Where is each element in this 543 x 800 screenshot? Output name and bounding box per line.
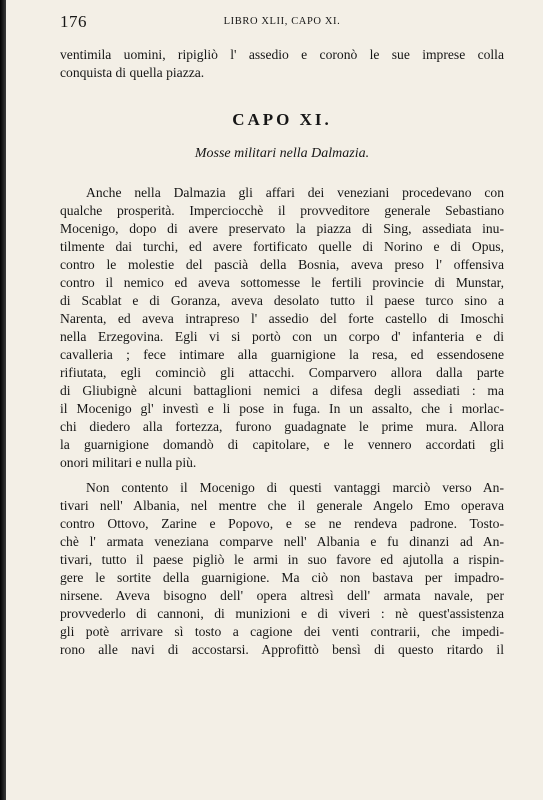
intro-line: conquista di quella piazza. [60,65,205,80]
paragraph-line: Anche nella Dalmazia gli affari dei veneziani procedevano con [86,185,504,200]
chapter-title: CAPO XI. [232,110,332,129]
paragraph-line: di Scablat e di Goranza, aveva desolato tutto il paese turco sino a [60,293,504,308]
paragraph-line: il Mocenigo gl' investì e li pose in fuga. In un assalto, che i morlac- [60,401,504,416]
paragraph-line: di Gliubignè alcuni battaglioni nemici a difesa degli assediati : ma [60,383,504,398]
paragraph-line: contro Ottovo, Zarine e Popovo, e se ne rendeva padrone. Tosto- [60,516,504,531]
paragraph-line: Mocenigo, dopo di avere preservato la piazza di Sing, assediata inu- [60,221,504,236]
intro-line: ventimila uomini, ripigliò l' assedio e coronò le sue imprese colla [60,47,504,62]
paragraph-line: nirsene. Aveva bisogno dell' opera altresì dell' armata navale, per [60,588,504,603]
paragraph-line: Narenta, ed aveva intrapreso l' assedio del forte castello di Imoschi [60,311,504,326]
paragraph-line: onori militari e nulla più. [60,455,197,470]
paragraph-line: provvederlo di cannoni, di munizioni e di viveri : nè quest'assistenza [60,606,504,621]
book-page [6,0,543,800]
paragraph-line: chè l' armata veneziana comparve nell' Albania e fu dinanzi ad An- [60,534,504,549]
section-subtitle: Mosse militari nella Dalmazia. [194,146,370,161]
paragraph-line: qualche prosperità. Imperciocchè il provveditore generale Sebastiano [60,203,504,218]
paragraph-line: gere le sortite della guarnigione. Ma ciò non bastava per impadro- [60,570,504,585]
paragraph-line: la guarnigione domandò di capitolare, e le vennero accordati gli [60,437,504,452]
running-head [60,14,504,32]
paragraph-line: contro il nemico ed aveva sottomesse le fertili provincie di Munstar, [60,275,504,290]
paragraph-line: nella Erzegovina. Egli vi si portò con un corpo d' infanteria e di [60,329,504,344]
paragraph-line: contro le molestie del pascià della Bosnia, aveva preso l' offensiva [60,257,504,272]
paragraph-line: tivari, tutto il paese pigliò le armi in suo favore ed ajutolla a rispin- [60,552,504,567]
paragraph-line: tivari nell' Albania, nel mentre che il generale Angelo Emo operava [60,498,504,513]
paragraph-line: rono alle navi di accostarsi. Approfittò bensì di questo ritardo il [60,642,504,657]
paragraph-line: Non contento il Mocenigo di questi vantaggi marciò verso An- [86,480,504,495]
paragraph-line: tilmente dai turchi, ed avere fortificato quelle di Norino e di Opus, [60,239,504,254]
page-number: 176 [60,12,87,31]
paragraph-line: chi diedero alla fortezza, furono guadagnate le prime mura. Allora [60,419,504,434]
paragraph-line: gli potè arrivare sì tosto a cagione dei venti contrarii, che impedi- [60,624,504,639]
paragraph-line: cavalleria ; fece intimare alla guarnigione la resa, ed essendosene [60,347,504,362]
paragraph-line: rifiutata, egli cominciò gli attacchi. Comparvero allora dalla parte [60,365,504,380]
running-title: LIBRO XLII, CAPO XI. [223,16,341,27]
